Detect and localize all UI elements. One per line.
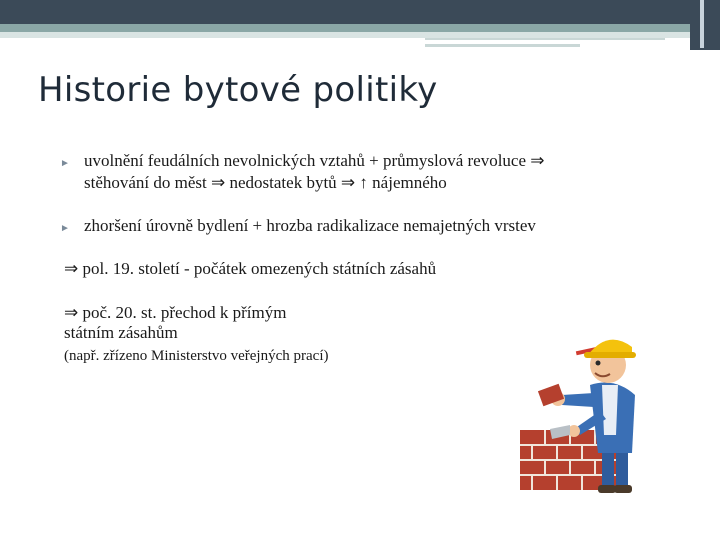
- triangle-right-icon: ►: [60, 158, 70, 169]
- triangle-right-icon: ►: [60, 223, 70, 234]
- bullet-text-line1: zhoršení úrovně bydlení + hrozba radikalizace nemajetných vrstev: [84, 216, 536, 235]
- header-line-2: [425, 44, 580, 47]
- bullet-text-line2: stěhování do měst ⇒ nedostatek bytů ⇒ ↑ nájemného: [84, 173, 447, 192]
- construction-worker-brick-wall-icon: [490, 325, 650, 495]
- header-bar-accent-light: [700, 0, 704, 48]
- text-20th-century-a: ⇒ poč. 20. st. přechod k přímým: [64, 303, 287, 322]
- header-bar-dark: [0, 0, 720, 24]
- header-line-1: [425, 38, 665, 40]
- header-bar-teal: [0, 24, 690, 32]
- slide-title: Historie bytové politiky: [38, 70, 438, 110]
- header-bar-accent: [690, 0, 720, 50]
- bullet-text-line1: uvolnění feudálních nevolnických vztahů + průmyslová revoluce ⇒: [84, 151, 545, 170]
- text-20th-century-b: státním zásahům: [64, 323, 178, 342]
- text-20th-century-c: (např. zřízeno Ministerstvo veřejných prací): [64, 348, 329, 364]
- text-19th-century: ⇒ pol. 19. století - počátek omezených státních zásahů: [64, 259, 437, 278]
